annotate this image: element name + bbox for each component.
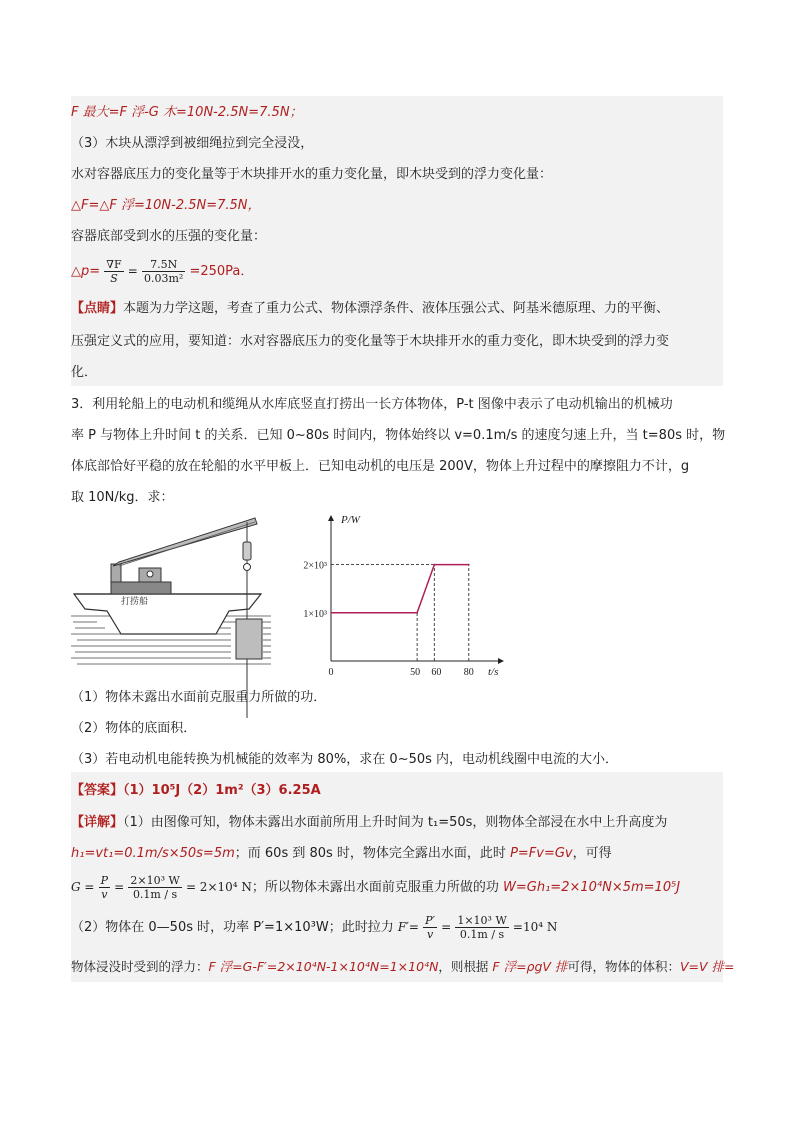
fmax-line: F 最大=F 浮-G 木=10N-2.5N=7.5N； <box>71 105 303 120</box>
comment-line-3: 化． <box>71 365 98 380</box>
subquestion-2: （2）物体的底面积． <box>71 721 197 736</box>
question-line-1: 3．利用轮船上的电动机和缆绳从水库底竖直打捞出一长方体物体，P-t 图像中表示了电动机输出的机械功 <box>71 397 673 412</box>
detail-line-4: （2）物体在 0—50s 时，功率 P′=1×10³W；此时拉力 F′= $\frac{P'}{v}$ = $\frac{\text{1×10³ W}}{0.1m / s}$ =10⁴ N <box>71 914 558 941</box>
data-point <box>416 612 418 614</box>
x-tick-label: 60 <box>431 667 442 678</box>
part3-text: 水对容器底压力的变化量等于木块排开水的重力变化量，即木块受到的浮力变化量： <box>71 167 553 182</box>
question-line-4: 取 10N/kg．求： <box>71 490 174 505</box>
detail-line-2: h₁=vt₁=0.1m/s×50s=5m；而 60s 到 80s 时，物体完全露出水面，此时 P=Fv=Gv，可得 <box>71 846 612 861</box>
power-series-line <box>331 565 469 613</box>
detail-line-5: 物体浸没时受到的浮力：F 浮=G-F′=2×10⁴N-1×10⁴N=1×10⁴N，则根据 F 浮=ρgV 排可得，物体的体积：V=V 排= <box>71 959 735 974</box>
subquestion-1: （1）物体未露出水面前克服重力所做的功． <box>71 690 327 705</box>
dp-fraction-1: $\frac{\nabla F}{S}$ <box>106 258 122 285</box>
x-tick-label: 80 <box>463 667 474 678</box>
delta-force-line: △F=△F 浮=10N-2.5N=7.5N， <box>71 198 261 213</box>
y-tick-label: 1×10³ <box>303 608 327 620</box>
dp-result: =250Pa． <box>189 264 254 279</box>
f-fraction-2: $\frac{\text{1×10³ W}}{0.1m / s}$ <box>457 914 507 941</box>
boat-label: 打捞船 <box>121 596 149 606</box>
comment-line-1: 【点睛】本题为力学这题，考查了重力公式、物体漂浮条件、液体压强公式、阿基米德原理、力的平衡、 <box>71 301 670 316</box>
x-tick-label: 50 <box>410 667 421 678</box>
data-point <box>468 564 470 566</box>
boat-illustration <box>71 516 281 681</box>
detail-line-3: G = $\frac{P}{v}$ = $\frac{\text{2×10³ W}}{0.1m / s}$ = 2×10⁴ N；所以物体未露出水面前克服重力所做的功 W=Gh₁=2×10⁴N×5m=10⁵J <box>71 874 681 901</box>
dp-fraction-2: $\frac{7.5N}{\text{0.03m²}}$ <box>143 258 184 285</box>
x-tick-label: 0 <box>328 667 334 678</box>
part3-intro: （3）木块从漂浮到被细绳拉到完全浸没， <box>71 136 314 151</box>
y-tick-label: 2×10³ <box>303 560 327 572</box>
question-line-2: 率 P 与物体上升时间 t 的关系．已知 0~80s 时间内，物体始终以 v=0.1m/s 的速度匀速上升，当 t=80s 时，物 <box>71 428 726 443</box>
data-point <box>434 564 436 566</box>
pressure-formula: △p= $\frac{\nabla F}{S}$ = $\frac{7.5N}{\text{0.03m²}}$ =250Pa． <box>71 258 254 285</box>
comment-line-2: 压强定义式的应用，要知道：水对容器底压力的变化量等于木块排开水的重力变化，即木块受到的浮力变 <box>71 334 670 349</box>
figure-area <box>71 516 723 681</box>
question-line-3: 体底部恰好平稳的放在轮船的水平甲板上．已知电动机的电压是 200V，物体上升过程中的摩擦阻力不计，g <box>71 459 690 474</box>
pt-chart <box>301 516 521 681</box>
answer-line: 【答案】（1）10⁵J（2）1m²（3）6.25A <box>71 783 321 798</box>
x-axis-label: t/s <box>488 666 499 678</box>
g-fraction-2: $\frac{\text{2×10³ W}}{0.1m / s}$ <box>130 874 180 901</box>
x-axis-arrow <box>498 658 504 664</box>
subquestion-3: （3）若电动机电能转换为机械能的效率为 80%，求在 0~50s 内，电动机线圈中电流的大小． <box>71 752 619 767</box>
pressure-intro: 容器底部受到水的压强的变化量： <box>71 229 267 244</box>
y-axis-arrow <box>328 515 334 521</box>
dp-lhs: △p= <box>71 264 101 279</box>
y-axis-label: P/W <box>341 514 360 526</box>
data-point <box>330 612 332 614</box>
f-fraction-1: $\frac{P'}{v}$ <box>425 914 435 941</box>
g-fraction-1: $\frac{P}{v}$ <box>100 874 109 901</box>
detail-line-1: 【详解】（1）由图像可知，物体未露出水面前所用上升时间为 t₁=50s，则物体全部浸在水中上升高度为 <box>71 815 668 830</box>
